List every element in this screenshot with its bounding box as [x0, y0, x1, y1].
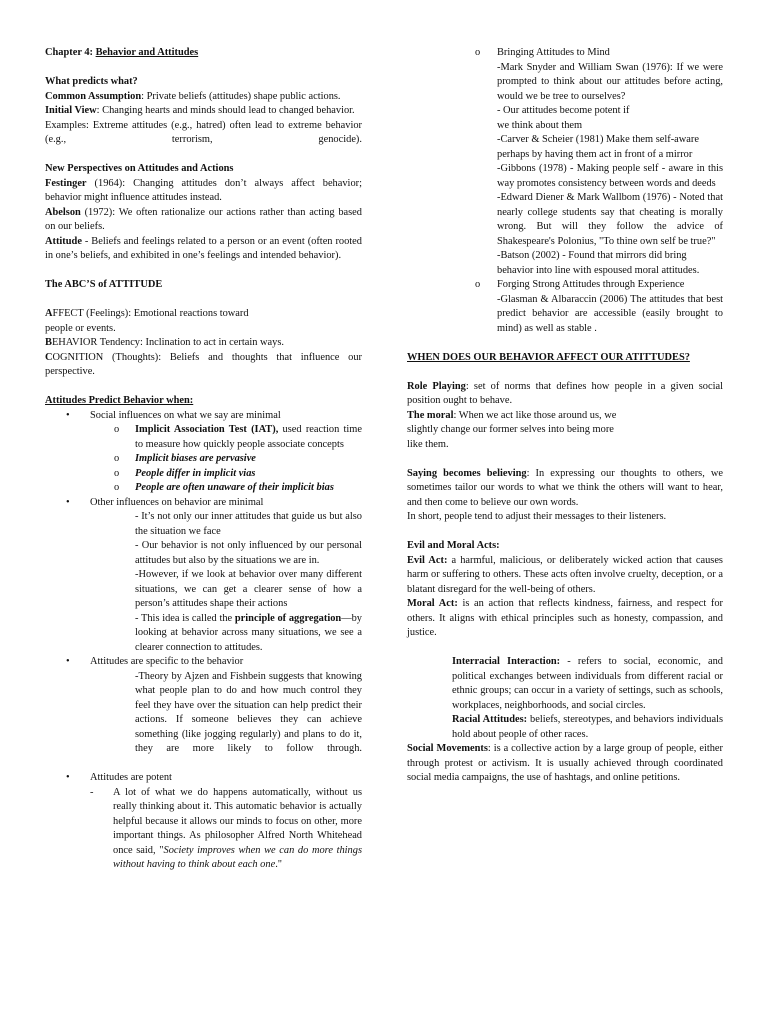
sub-unaware: o People are often unaware of their implicit bias — [114, 482, 334, 493]
abelson: Abelson (1972): We often rationalize our actions rather than acting based on our beliefs. — [45, 206, 362, 232]
when-behavior-heading: WHEN DOES OUR BEHAVIOR AFFECT OUR ATITTUDES? — [407, 351, 690, 363]
batson: -Batson (2002) - Found that mirrors did bring behavior into line with espoused moral attitudes. — [497, 250, 700, 276]
role-playing: Role Playing: set of norms that defines how people in a given social position ought to behave. — [407, 380, 724, 406]
common-assumption: Common Assumption: Private beliefs (attitudes) shape public actions. — [45, 90, 341, 102]
attitudes-potent-think: - Our attitudes become potent if we think about them — [497, 105, 630, 131]
bullet-other-influences: • Other influences on behavior are minimal — [66, 496, 264, 508]
bullet-specific: • Attitudes are specific to the behavior — [66, 656, 244, 667]
forging-strong-title: o Forging Strong Attitudes through Experience — [475, 279, 685, 290]
chapter-title: Chapter 4: Behavior and Attitudes — [45, 47, 199, 58]
other-influences-p1: - It’s not only our inner attitudes that guide us but also the situation we face — [135, 511, 362, 537]
social-movements: Social Movements: is a collective action by a large group of people, either through protest or activism. It is usually achieved through coordinated social media campaigns, the use of hashtags, and online petitions. — [407, 743, 724, 783]
potent-p1: - A lot of what we do happens automatically, without us really thinking about it. This automatic behavior is actually helpful because it allows our minds to focus on other, more important things. As philosopher Alfred North Whitehead once said, "Society improves when we can do more things without having to think about each one." — [90, 786, 362, 870]
abc-heading: The ABC’S of ATTITUDE — [45, 279, 163, 290]
examples: Examples: Extreme attitudes (e.g., hatred) often lead to extreme behavior (e.g., terrorism, genocide). — [45, 119, 362, 145]
specific-p1: -Theory by Ajzen and Fishbein suggests that knowing what people plan to do and how much control they feel they have over the situation can help predict their actions. If someone believes they can achieve something (like jogging regularly) and plans to do it, they are more likely to follow through. — [135, 670, 362, 754]
evil-act: Evil Act: a harmful, malicious, or deliberately wicked action that causes harm or suffering to others. These acts often involve cruelty, deception, or a blatant disregard for the well-being of others. — [407, 554, 723, 595]
predict-heading: Attitudes Predict Behavior when: — [45, 395, 194, 406]
bringing-attitudes-title: o Bringing Attitudes to Mind — [475, 47, 610, 58]
interracial-block — [407, 655, 723, 742]
the-moral: The moral: When we act like those around us, we slightly change our former selves into being more like them. — [407, 409, 617, 450]
racial-attitudes: Racial Attitudes: beliefs, stereotypes, and behaviors individuals hold about people of other races. — [452, 714, 723, 740]
bullet-potent: • Attitudes are potent — [66, 772, 172, 783]
bullet-social-influences: • Social influences on what we say are minimal — [66, 409, 281, 421]
gibbons: -Gibbons (1978) - Making people self - aware in this way promotes consistency between words and deeds — [497, 163, 723, 189]
other-influences-p3: -However, if we look at behavior over many different situations, we can get a clearer sense of how a person’s attitudes shape their actions — [135, 569, 362, 609]
festinger: Festinger (1964): Changing attitudes don’t always affect behavior; behavior might influence attitudes instead. — [45, 177, 362, 203]
other-influences-p2: - Our behavior is not only influenced by our personal attitudes but also by the situations we are in. — [135, 540, 362, 566]
moral-act: Moral Act: is an action that reflects kindness, fairness, and respect for others. It aligns with ethical principles such as honesty, compassion, and justice. — [407, 598, 723, 638]
diener-wallbom: -Edward Diener & Mark Wallbom (1976) - Noted that nearly college students say that cheating is morally wrong. But will they follow the advice of Shakespeare's Polonius, "To thine own self be true?" — [497, 192, 723, 247]
new-perspectives-heading: New Perspectives on Attitudes and Actions — [45, 163, 234, 174]
what-predicts-heading: What predicts what? — [45, 76, 138, 87]
sub-people-differ: o People differ in implicit vias — [114, 467, 256, 479]
abc-affect: AFFECT (Feelings): Emotional reactions toward people or events. — [45, 308, 249, 334]
snyder-swan: -Mark Snyder and William Swan (1976): If we were prompted to think about our attitudes before acting, would we be tree to ourselves? — [497, 61, 723, 102]
interracial-interaction: Interracial Interaction: - refers to social, economic, and political exchanges between individuals from different racial or ethnic groups; can occur in a variety of settings, such as schools, workplaces, neighborhoods, and social circles. — [452, 656, 723, 711]
initial-view: Initial View: Changing hearts and minds should lead to changed behavior. — [45, 105, 355, 116]
attitude-definition: Attitude - Beliefs and feelings related to a person or an event (often rooted in one’s beliefs, and exhibited in one’s feelings and intended behavior). — [45, 235, 362, 261]
sub-iat: o Implicit Association Test (IAT), used reaction time to measure how quickly people associate concepts — [114, 424, 362, 450]
carver-scheier: -Carver & Scheier (1981) Make them self-aware perhaps by having them act in front of a mirror — [497, 134, 699, 160]
abc-cognition: COGNITION (Thoughts): Beliefs and thoughts that influence our perspective. — [45, 351, 362, 377]
left-column — [45, 46, 362, 873]
saying-short: In short, people tend to adjust their messages to their listeners. — [407, 511, 667, 522]
evil-moral-heading: Evil and Moral Acts: — [407, 540, 500, 551]
right-column — [407, 46, 723, 786]
other-influences-p4: - This idea is called the principle of aggregation—by looking at behavior across many situations, we see a clearer connection to attitudes. — [135, 612, 362, 653]
abc-behavior: BEHAVIOR Tendency: Inclination to act in certain ways. — [45, 337, 284, 348]
saying-believing: Saying becomes believing: In expressing our thoughts to others, we sometimes tailor our words to what we think the others will want to hear, and then come to believe our own words. — [407, 467, 724, 508]
sub-implicit-pervasive: o Implicit biases are pervasive — [114, 453, 256, 464]
glasman-albaraccin: -Glasman & Albaraccin (2006) The attitudes that best predict behavior are accessible (easily brought to mind) as well as stable . — [497, 293, 723, 334]
